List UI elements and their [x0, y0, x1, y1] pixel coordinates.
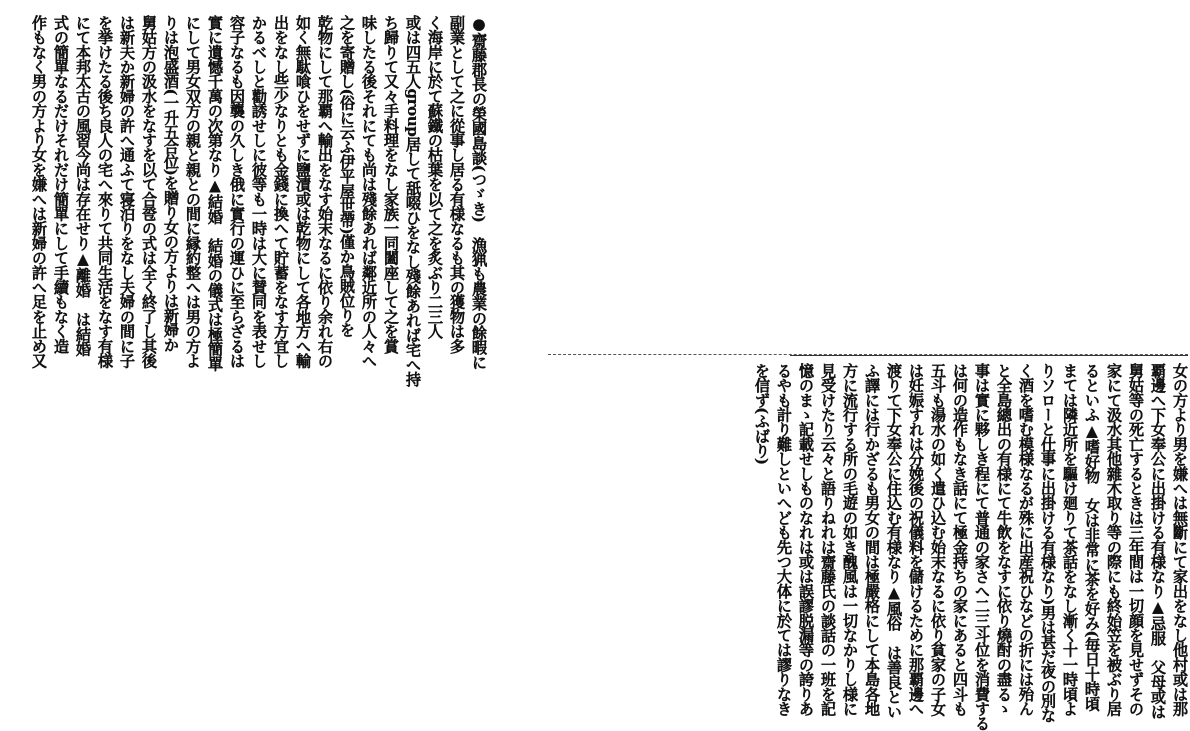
text-column: を挙けたる後ち良人の宅へ來りて共同生活をなす有様: [96, 15, 114, 368]
text-column: ふ譯には行かざるも男女の間は極嚴格にして本島各地: [863, 363, 881, 716]
text-column: 五斗も湯水の如く遣ひ込む始末なるに依り貧家の子女: [929, 363, 947, 716]
text-column: にして男女双方の親と親との間に縁約整へは男の方よ: [184, 15, 202, 368]
column-separator-rule: [790, 355, 1188, 356]
text-column: かるべしと勸誘せしに彼等も一時は大に賛同を表せし: [250, 15, 268, 368]
text-column: く海岸に於て蘇鐵の枯葉を以て之を炙ぶり二三人: [426, 15, 444, 339]
text-column: を信ず(ふばり): [753, 363, 771, 465]
text-column: 舅姑等の死亡するときは三年間は一切顔を見せずその: [1127, 363, 1145, 716]
text-column: 容子なるも因襲の久しき俄に實行の運ひに至らざるは: [228, 15, 246, 368]
text-column: 覇邊へ下女奉公に出掛ける有様なり▲忌服 父母或は: [1149, 363, 1167, 719]
text-column: は妊娠すれは分娩後の祝儀料を儲けるために那覇邊へ: [907, 363, 925, 716]
text-column: 或は四五人group居して舐啜ひをなし殘餘あれば宅へ持: [404, 15, 422, 387]
text-column: ち歸りて又々手料理をなし家族一同闔座して之を賞: [382, 15, 400, 354]
text-column: は新夫か新婦の許へ通ふて寝泊りをなし夫婦の間に子: [118, 15, 136, 368]
text-column: 見受けたり云々と語りねれは齋藤氏の談話の一班を記: [819, 363, 837, 716]
text-column: 乾物にして那覇へ輸出をなす始末なるに依り余れ右の: [316, 15, 334, 368]
text-column: 副業として之に從事し居る有様なるも其の獲物は多: [448, 15, 466, 354]
text-column: 憶のまゝ記載せしものなれは或は誤謬脱漏等の誇りあ: [797, 363, 815, 716]
text-column: にて本邦太古の風習今尚は存在せり▲離婚 は結婚: [74, 15, 92, 356]
text-column: は何の造作もなき話にて極金持ちの家にあると四斗も: [951, 363, 969, 716]
text-column: りソローと仕事に出掛ける有様なり)男は甚だ夜の別な: [1039, 363, 1057, 723]
text-column: るやも計り難しといへども先つ大体に於ては謬りなき: [775, 363, 793, 716]
text-column: まては隣近所を驅け廻りて茶話をなし漸く十一時頃よ: [1061, 363, 1079, 716]
text-column: 實に遺憾千萬の次第なり▲結婚 結婚の儀式は極簡單: [206, 15, 224, 371]
text-column: ●齋藤郡長の榮國島談(つゞき) 漁猟も農業の餘暇に: [470, 15, 488, 370]
text-column: 出をなし些少なりとも金錢に換へて貯蓄をなす方宜し: [272, 15, 290, 368]
text-column: 味したる後それにても尚は殘餘あれば鄰近所の人々へ: [360, 15, 378, 368]
text-column: 作もなく男の方より女を嫌へは新婦の許へ足を止め又: [30, 15, 48, 368]
text-column: 渡りて下女奉公に住込む有様なり▲風俗 は善良とい: [885, 363, 903, 719]
text-column: 之を寄贈し(俗に云ふ伊平屋世帶)僅か鳥賊位りを: [338, 15, 356, 338]
text-column: 事は實に夥しき程にて普通の家さへ二三斗位を消費する: [973, 363, 991, 731]
text-column: 家にて汲水其他雜木取り等の際にも終始笠を被ぶり居: [1105, 363, 1123, 716]
text-column: 舅姑方の汲水をなすを以て合卺の式は全く終了し其後: [140, 15, 158, 368]
text-column: りは泡盛酒(一升五合位)を贈り女の方よりは新婦か: [162, 15, 180, 352]
text-column: 女の方より男を嫌へは無斷にて家出をなし他村或は那: [1171, 363, 1189, 716]
text-column: 式の簡單なるだけそれだけ簡單にして手續もなく造: [52, 15, 70, 354]
text-column: く酒を嗜む模様なるが殊に出産祝ひなどの折には殆ん: [1017, 363, 1035, 716]
text-column: 方に流行する所の毛遊の如き醜風は一切なかりし様に: [841, 363, 859, 716]
text-column: 如く無駄喰ひをせずに鹽漬或は乾物にして各地方へ輸: [294, 15, 312, 368]
text-column: と全島總出の有様にて牛飲をなすに依り燒酎の盡るゝ: [995, 363, 1013, 716]
text-column: るといふ▲嗜好物 女は非常に茶を好み(毎日十時頃: [1083, 363, 1101, 711]
